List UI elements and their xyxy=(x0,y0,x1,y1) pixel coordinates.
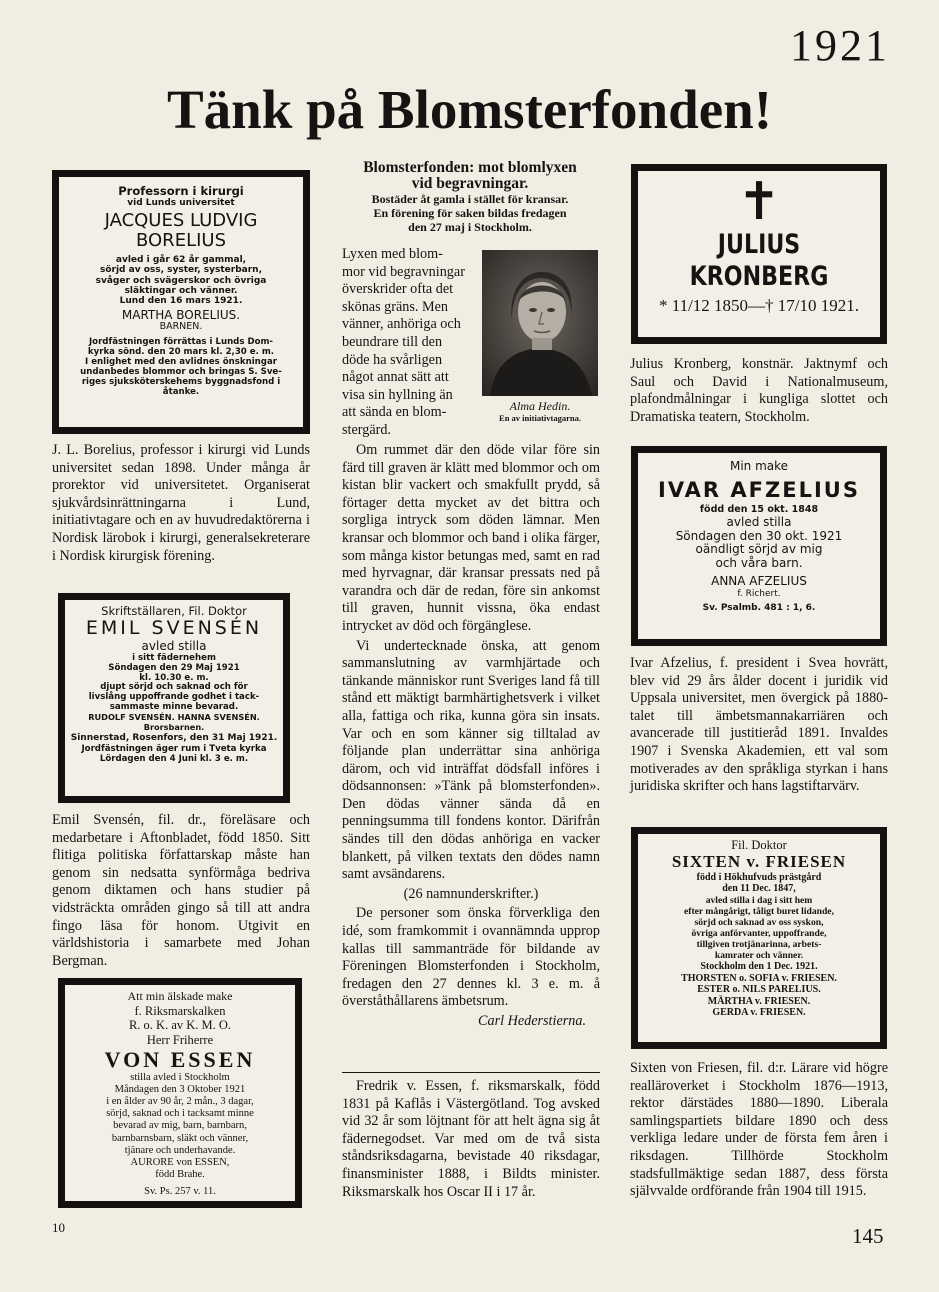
page-number-left: 10 xyxy=(52,1220,65,1235)
intro-line: överskrider ofta det xyxy=(342,281,454,298)
column-rule xyxy=(342,1072,600,1073)
borelius-signer: MARTHA BORELIUS. xyxy=(121,307,241,322)
friesen-signer: THORSTEN o. SOFIA v. FRIESEN. xyxy=(681,972,837,984)
essen-obituary xyxy=(58,978,302,1208)
kronberg-obituary xyxy=(631,164,887,344)
intro-line: något annat sätt att xyxy=(342,369,449,386)
svensen-title: Skriftställaren, Fil. Doktor xyxy=(101,604,247,618)
essen-psalm: Sv. Ps. 257 v. 11. xyxy=(144,1185,216,1197)
article-author: Carl Hederstierna. xyxy=(478,1013,586,1029)
article-intro xyxy=(342,246,478,440)
intro-line: beundrare till den xyxy=(342,333,443,350)
essen-signer: AURORE von ESSEN, xyxy=(130,1156,230,1168)
intro-line: att sända en blom- xyxy=(342,404,447,421)
essen-name: VON ESSEN xyxy=(104,1046,256,1072)
intro-line: mor vid begravningar xyxy=(342,263,465,280)
borelius-line: avled i går 62 år gammal, xyxy=(115,254,247,265)
afzelius-line: född den 15 okt. 1848 xyxy=(699,503,819,515)
borelius-line: släktingar och vänner. xyxy=(124,285,238,296)
borelius-line: riges sjuksköterskehems byggnadsfond i xyxy=(81,376,281,387)
svensen-line: djupt sörjd och saknad och för xyxy=(100,682,248,693)
borelius-name-2: BORELIUS xyxy=(135,230,227,252)
article-paragraph: Vi undertecknade önska, att genom sammanslutning av varmhjärtade och tänkande människor runt Sveriges land få till stånd ett mäktigt barmhärtighetsverk i vilket alla, fattiga och rika, kunna göra sin insats. Var och en som känner sig tilltalad av följande plan underrättar sina anhöriga därom, och vid inträffat dödsfall införes i dödsannonsen: »Tänk på blomsterfonden». Den dödas vänner sända då en penningsumma till fondens kontor. Därifrån sändes till den dödas anhöriga en vacker blankett, på vilken textats den dödes namn samt avsändarens. xyxy=(342,637,600,883)
svensen-line: Söndagen den 29 Maj 1921 xyxy=(108,662,240,673)
svensen-line: sammaste minne bevarad. xyxy=(109,702,239,713)
essen-line: R. o. K. av K. M. O. xyxy=(128,1018,232,1033)
friesen-line: Stockholm den 1 Dec. 1921. xyxy=(700,961,818,973)
borelius-name-1: JACQUES LUDVIG xyxy=(104,209,258,231)
friesen-line: efter mångårigt, tåligt buret lidande, xyxy=(684,905,834,917)
friesen-line: avled stilla i dag i sitt hem xyxy=(705,894,813,906)
article-heading xyxy=(332,160,608,234)
intro-line: skönas gräns. Men xyxy=(342,298,448,315)
intro-line: vänner, anhöriga och xyxy=(342,316,461,333)
essen-line: Herr Friherre xyxy=(146,1032,214,1047)
essen-line: tjänare och underhavande. xyxy=(124,1144,236,1156)
article-paragraph: Om rummet där den döde vilar före sin färd till graven är klätt med blommor och om kistan blir vackert och smakfullt prydd, så förtager detta mycket av det bittra och sorgliga intryck som döden lämnar. Men kransar och blommor och band i olika färger, som många kistor betungas med, samt en rad med hyrvagnar, där kransar pressats ned på varandra och där de redan, före sin ankomst till graven, hunnit vissna, öka endast intrycket av död och förgänglese. xyxy=(342,442,600,634)
afzelius-line: Min make xyxy=(729,459,789,473)
essen-line: barnbarnsbarn, släkt och vänner, xyxy=(111,1132,249,1144)
borelius-line: undanbedes blommor och bringas S. Sve- xyxy=(80,367,282,377)
friesen-obituary xyxy=(631,827,887,1049)
friesen-line: den 11 Dec. 1847, xyxy=(722,883,796,895)
article-title-1: Blomsterfonden: mot blomlyxen xyxy=(363,159,577,176)
essen-line: stilla avled i Stockholm xyxy=(130,1072,230,1084)
article-body xyxy=(342,442,600,1033)
page-headline: Tänk på Blomsterfonden! xyxy=(166,79,773,140)
afzelius-signer: f. Richert. xyxy=(737,588,781,599)
borelius-line: svåger och svägerskor och övriga xyxy=(95,275,267,286)
article-subtitle: En förening för saken bildas fredagen xyxy=(373,206,567,220)
afzelius-signer: ANNA AFZELIUS xyxy=(711,574,807,589)
svensen-signer: Brorsbarnen. xyxy=(143,721,205,732)
cross-icon: ✝ xyxy=(737,172,781,232)
svensen-line: Sinnerstad, Rosenfors, den 31 Maj 1921. xyxy=(70,732,278,743)
svensen-line: Jordfästningen äger rum i Tveta kyrka xyxy=(81,744,267,755)
borelius-title: Professorn i kirurgi xyxy=(118,184,244,198)
kronberg-dates: * 11/12 1850—† 17/10 1921. xyxy=(658,296,860,315)
afzelius-line: och våra barn. xyxy=(715,556,803,571)
svensen-line: i sitt fädernehem xyxy=(132,652,216,663)
caption-name: Alma Hedin. xyxy=(509,399,571,413)
borelius-bio: J. L. Borelius, professor i kirurgi vid Lunds universitet sedan 1898. Under många år prorektor vid universitetet. Organiserat sjukvårdsinrättningarna i Lund, initiativtagare och en av huvudredaktörerna i Nordisk lärobok i kirurgi, generalsekreterare i Nordisk kirurgisk förening. xyxy=(52,442,310,564)
essen-line: Måndagen den 3 Oktober 1921 xyxy=(114,1084,246,1096)
page-number-right: 145 xyxy=(852,1224,884,1248)
borelius-line: kyrka sönd. den 20 mars kl. 2,30 e. m. xyxy=(87,347,275,358)
intro-line: döde ha svårligen xyxy=(342,351,443,368)
svensen-bio: Emil Svensén, fil. dr., föreläsare och medarbetare i Aftonbladet, född 1850. Sitt flitiga politiska författarskap måste han genom sin nedsatta synförmåga bedriva genom diktamen och hans studier på vidsträckta områden gingo så till att andra fingo läsa för honom. Utgivit en världshistoria i samarbete med Johan Bergman. xyxy=(52,812,310,969)
friesen-bio: Sixten von Friesen, fil. d:r. Lärare vid högre realläroverket i Stockholm 1876—1913, rektor därstädes 1880—1890. Liberala samlingspartiets bildare 1890 och dess verkliga ledare under de första fem åren i riksdagen. Tillhörde Stockholm stadsfullmäktige sedan 1887, dess första självvalde ordförande från 1904 till 1915. xyxy=(630,1060,888,1200)
svensen-name: EMIL SVENSÉN xyxy=(85,617,263,640)
article-signatures: (26 namnunderskrifter.) xyxy=(403,885,539,902)
afzelius-line: Söndagen den 30 okt. 1921 xyxy=(675,528,843,543)
borelius-signer: BARNEN. xyxy=(159,321,203,333)
svensen-signer: RUDOLF SVENSÉN. HANNA SVENSÉN. xyxy=(88,712,260,723)
portrait-caption xyxy=(482,400,598,424)
borelius-line: sörjd av oss, syster, systerbarn, xyxy=(99,265,263,276)
friesen-signer: MÄRTHA v. FRIESEN. xyxy=(707,995,811,1007)
borelius-line: Jordfästningen förrättas i Lunds Dom- xyxy=(88,337,274,348)
svensen-obituary xyxy=(58,593,290,803)
borelius-university: vid Lunds universitet xyxy=(127,198,235,209)
article-paragraph: De personer som önska förverkliga den idé, som framkommit i ovannämnda upprop kallas till sammanträde för bildande av Föreningen Blomsterfonden i Stockholm, fredagen den 27 dennes kl. 3 e. m. å överståthållarens ämbetsrum. xyxy=(342,905,600,1010)
friesen-title: Fil. Doktor xyxy=(731,838,787,852)
essen-signer: född Brahe. xyxy=(155,1168,205,1180)
essen-line: Att min älskade make xyxy=(127,989,233,1003)
friesen-name: SIXTEN v. FRIESEN xyxy=(671,852,847,872)
intro-line: Lyxen med blom- xyxy=(342,246,443,262)
page-year: 1921 xyxy=(790,21,890,70)
friesen-line: övriga anförvanter, uppoffrande, xyxy=(691,928,827,940)
afzelius-line: avled stilla xyxy=(726,514,792,529)
friesen-line: kamrater och vänner. xyxy=(714,950,804,962)
afzelius-line: oändligt sörjd av mig xyxy=(695,542,823,557)
friesen-signer: GERDA v. FRIESEN. xyxy=(712,1007,806,1019)
intro-line: visa sin hyllning än xyxy=(342,386,453,403)
kronberg-bio: Julius Kronberg, konstnär. Jaktnymf och Saul och David i Nationalmuseum, plafondmålningar i kungliga slottet och Dramatiska teatern, Stockholm. xyxy=(630,356,888,425)
svensen-line: avled stilla xyxy=(141,639,207,654)
essen-line: f. Riksmarskalken xyxy=(134,1003,226,1018)
borelius-line: åtanke. xyxy=(162,386,200,397)
friesen-signer: ESTER o. NILS PARELIUS. xyxy=(697,984,821,996)
essen-line: i en ålder av 90 år, 2 mån., 3 dagar, xyxy=(106,1096,254,1108)
borelius-obituary xyxy=(52,170,310,434)
article-subtitle: Bostäder åt gamla i stället för kransar. xyxy=(371,192,569,206)
essen-line: bevarad av mig, barn, barnbarn, xyxy=(113,1120,247,1132)
svensen-line: Lördagen den 4 Juni kl. 3 e. m. xyxy=(99,754,249,765)
borelius-line: I enlighet med den avlidnes önskningar xyxy=(85,357,277,368)
afzelius-obituary xyxy=(631,446,887,646)
portrait-photo xyxy=(482,250,598,396)
caption-subtitle: En av initiativtagarna. xyxy=(499,413,581,423)
article-title-2: vid begravningar. xyxy=(411,175,529,192)
portrait-image xyxy=(482,250,598,396)
borelius-line: Lund den 16 mars 1921. xyxy=(119,296,243,307)
kronberg-name: JULIUS KRONBERG xyxy=(689,229,829,292)
essen-line: sörjd, saknad och i tacksamt minne xyxy=(106,1108,254,1120)
friesen-line: född i Hökhufvuds prästgård xyxy=(696,871,822,883)
article-subtitle: den 27 maj i Stockholm. xyxy=(408,220,532,234)
essen-bio: Fredrik v. Essen, f. riksmarskalk, född 1831 på Kaflås i Västergötland. Tog avsked vid 32 år som löjtnant för att helt ägna sig åt fädernegodset. Var med om de två sista ståndsriksdagarna, bevistade 40 riksdagar, finansminister 1888, i Bildts minister. Riksmarskalk hos Oscar II i 17 år. xyxy=(342,1078,600,1200)
svensen-line: livslång uppoffrande godhet i tack- xyxy=(88,692,260,703)
friesen-line: sörjd och saknad av oss syskon, xyxy=(694,916,824,928)
friesen-line: tillgiven trotjänarinna, arbets- xyxy=(696,939,822,951)
svensen-line: kl. 10.30 e. m. xyxy=(139,672,209,683)
afzelius-bio: Ivar Afzelius, f. president i Svea hovrätt, blev vid 29 års ålder docent i juridik vid Uppsala universitet, men övergick på 1880-talet till ämbetsmannakarriären och avancerade till justitieråd 1891. Invaldes 1907 i Svenska Akademien, ett val som motiverades av den språkliga styrkan i hans juridiska skrifter och hans lagstiftarvärv. xyxy=(630,655,888,795)
afzelius-psalm: Sv. Psalmb. 481 : 1, 6. xyxy=(702,603,816,614)
afzelius-name: IVAR AFZELIUS xyxy=(658,477,860,502)
intro-line: stergärd. xyxy=(342,421,391,438)
